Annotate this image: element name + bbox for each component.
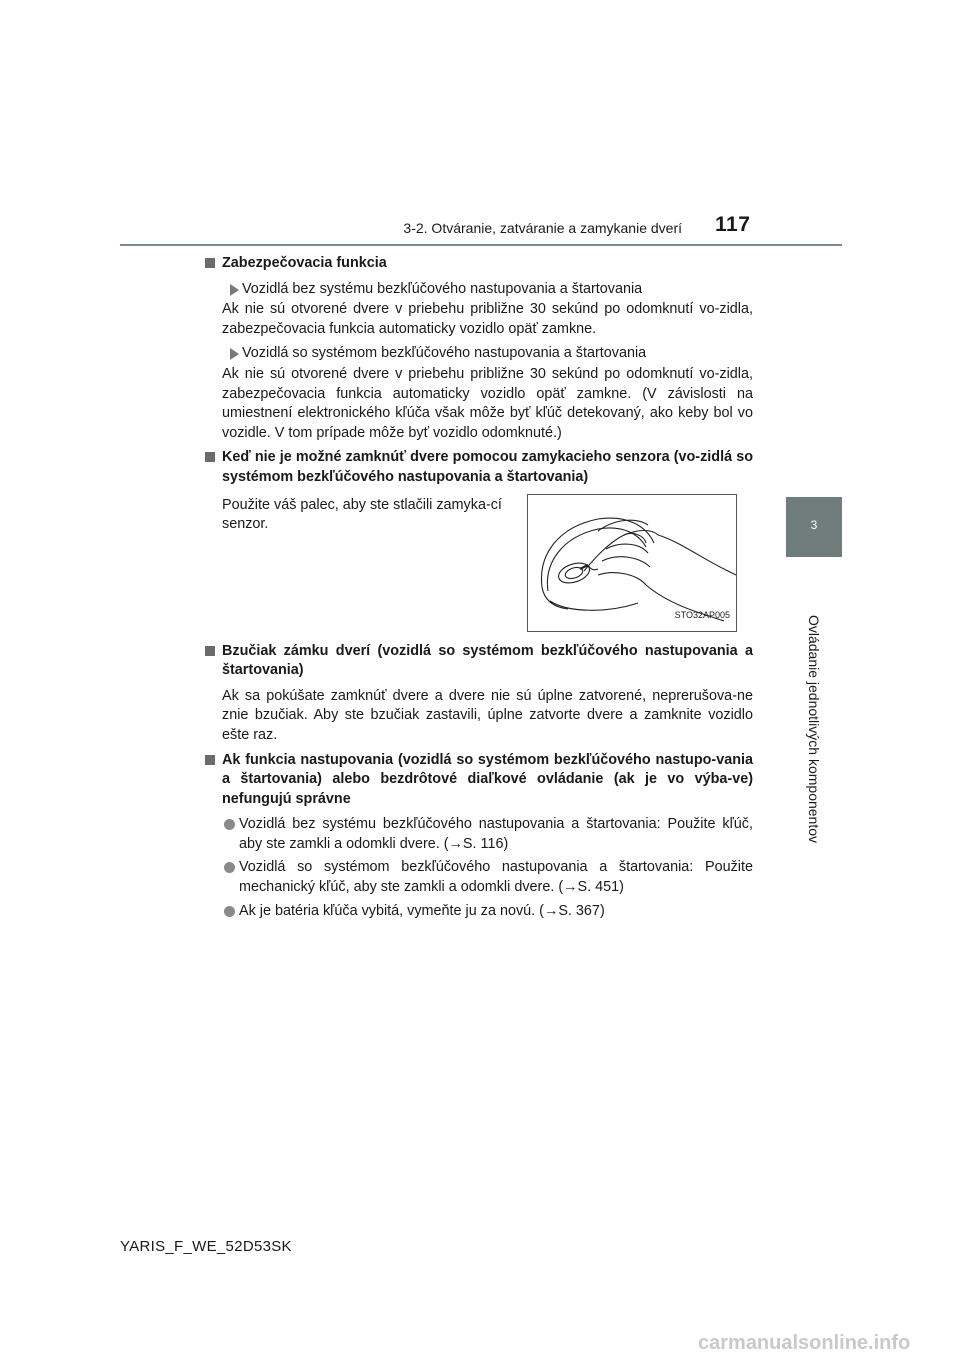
list-item-text: Vozidlá so systémom bezkľúčového nastupovania a štartovania: Použite mechanický kľúč, aby ste zamkli a odomkli dvere. (→S. 451) xyxy=(239,859,753,896)
watermark: carmanualsonline.info xyxy=(698,1332,911,1354)
section-heading xyxy=(205,254,753,274)
header-divider xyxy=(120,244,842,246)
list-item xyxy=(205,815,753,854)
lock-sensor-illustration xyxy=(527,494,737,632)
list-item xyxy=(205,858,753,897)
chapter-tab-label: Ovládanie jednotlivých komponentov xyxy=(806,614,822,844)
subheading-text: Vozidlá bez systému bezkľúčového nastupovania a štartovania xyxy=(242,280,643,297)
section-title: 3-2. Otváranie, zatváranie a zamykanie dverí xyxy=(403,220,682,236)
page-content xyxy=(205,254,753,925)
square-bullet-icon xyxy=(205,755,215,765)
section-heading xyxy=(205,751,753,810)
figure-row xyxy=(205,494,753,630)
paragraph: Ak sa pokúšate zamknúť dvere a dvere nie sú úplne zatvorené, neprerušova-ne znie bzučiak. Aby ste bzučiak zastavili, úplne zatvorte dvere a zamknite vozidlo ešte raz. xyxy=(222,687,753,743)
figure-caption-text: Použite váš palec, aby ste stlačili zamyka-cí senzor. xyxy=(222,496,502,533)
section-heading xyxy=(205,448,753,487)
circle-bullet-icon xyxy=(224,906,235,917)
subheading xyxy=(205,280,753,300)
heading-text: Bzučiak zámku dverí (vozidlá so systémom bezkľúčového nastupovania a štartovania) xyxy=(222,642,753,679)
list-item-text: Vozidlá bez systému bezkľúčového nastupovania a štartovania: Použite kľúč, aby ste zamkli a odomkli dvere. (→S. 116) xyxy=(239,816,753,852)
heading-text: Keď nie je možné zamknúť dvere pomocou zamykacieho senzora (vo-zidlá so systémom bezkľúčového nastupovania a štartovania) xyxy=(222,449,753,485)
paragraph: Ak nie sú otvorené dvere v priebehu približne 30 sekúnd po odomknutí vo-zidla, zabezpečovacia funkcia automaticky vozidlo opäť zamkne. (V závislosti na umiestnení elektronického kľúča však môže byť kľúč detekovaný, ako keby bol vo vozidle. V tom prípade môže byť vozidlo odomknuté.) xyxy=(222,365,753,441)
subheading xyxy=(205,344,753,364)
square-bullet-icon xyxy=(205,258,215,268)
section-heading xyxy=(205,642,753,681)
heading-text: Ak funkcia nastupovania (vozidlá so systémom bezkľúčového nastupo-vania a štartovania) alebo bezdrôtové diaľkové ovládanie (ak je vo výba-ve) nefungujú správne xyxy=(222,751,753,807)
list-item xyxy=(205,902,753,922)
paragraph: Ak nie sú otvorené dvere v priebehu približne 30 sekúnd po odomknutí vo-zidla, zabezpečovacia funkcia automaticky vozidlo opäť zamkne. xyxy=(222,301,753,337)
list-item-text: Ak je batéria kľúča vybitá, vymeňte ju za novú. (→S. 367) xyxy=(239,902,605,919)
figure-id: STO32AP005 xyxy=(674,609,730,620)
circle-bullet-icon xyxy=(224,819,235,830)
square-bullet-icon xyxy=(205,646,215,656)
document-code: YARIS_F_WE_52D53SK xyxy=(120,1238,292,1255)
subheading-text: Vozidlá so systémom bezkľúčového nastupovania a štartovania xyxy=(242,345,647,362)
page-number: 117 xyxy=(715,213,751,236)
square-bullet-icon xyxy=(205,452,215,462)
chapter-tab-number: 3 xyxy=(786,497,842,557)
triangle-right-icon xyxy=(230,348,239,360)
triangle-right-icon xyxy=(230,284,239,296)
circle-bullet-icon xyxy=(224,862,235,873)
heading-text: Zabezpečovacia funkcia xyxy=(222,255,387,271)
